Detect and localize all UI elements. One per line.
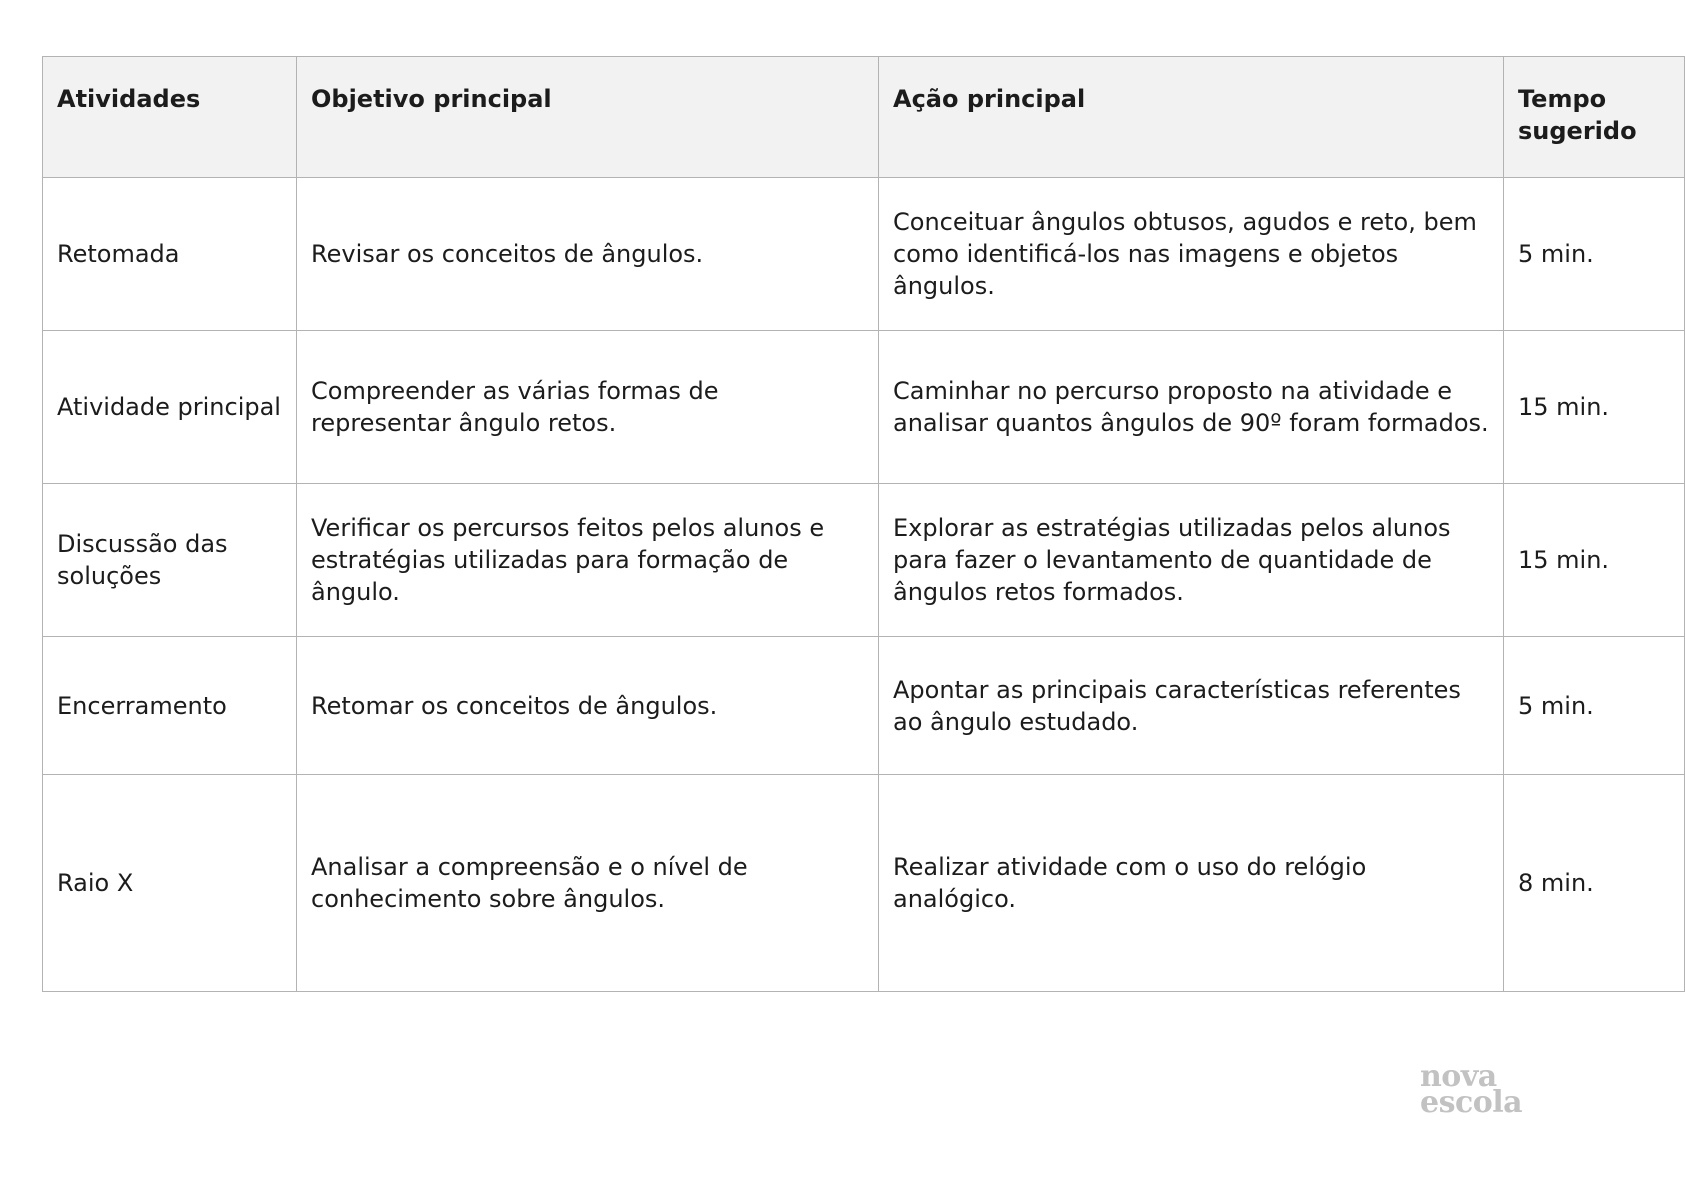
table-row [43,484,1685,637]
action-cell: Apontar as principais características referentes ao ângulo estudado. [879,637,1504,775]
activity-cell: Discussão das soluções [43,484,297,637]
objective-cell: Verificar os percursos feitos pelos alunos e estratégias utilizadas para formação de ângulo. [297,484,879,637]
header-suggested-time: Tempo sugerido [1504,57,1685,178]
table-row [43,331,1685,484]
logo-line-escola: escola [1420,1085,1523,1120]
time-cell: 5 min. [1504,178,1685,331]
time-cell: 8 min. [1504,775,1685,992]
nova-escola-logo [1420,1059,1523,1120]
action-cell: Conceituar ângulos obtusos, agudos e reto, bem como identificá-los nas imagens e objetos ângulos. [879,178,1504,331]
objective-cell: Revisar os conceitos de ângulos. [297,178,879,331]
table-row [43,775,1685,992]
action-cell: Explorar as estratégias utilizadas pelos alunos para fazer o levantamento de quantidade de ângulos retos formados. [879,484,1504,637]
header-main-action: Ação principal [879,57,1504,178]
header-main-objective: Objetivo principal [297,57,879,178]
activity-cell: Raio X [43,775,297,992]
objective-cell: Analisar a compreensão e o nível de conhecimento sobre ângulos. [297,775,879,992]
objective-cell: Retomar os conceitos de ângulos. [297,637,879,775]
activity-cell: Encerramento [43,637,297,775]
logo-line-nova: nova [1420,1059,1497,1094]
time-cell: 15 min. [1504,331,1685,484]
table-row [43,637,1685,775]
table-header-row [43,57,1685,178]
lesson-plan-table [42,56,1685,992]
activity-cell: Atividade principal [43,331,297,484]
time-cell: 5 min. [1504,637,1685,775]
action-cell: Realizar atividade com o uso do relógio analógico. [879,775,1504,992]
activity-cell: Retomada [43,178,297,331]
table-row [43,178,1685,331]
objective-cell: Compreender as várias formas de representar ângulo retos. [297,331,879,484]
action-cell: Caminhar no percurso proposto na atividade e analisar quantos ângulos de 90º foram formados. [879,331,1504,484]
header-activities: Atividades [43,57,297,178]
time-cell: 15 min. [1504,484,1685,637]
